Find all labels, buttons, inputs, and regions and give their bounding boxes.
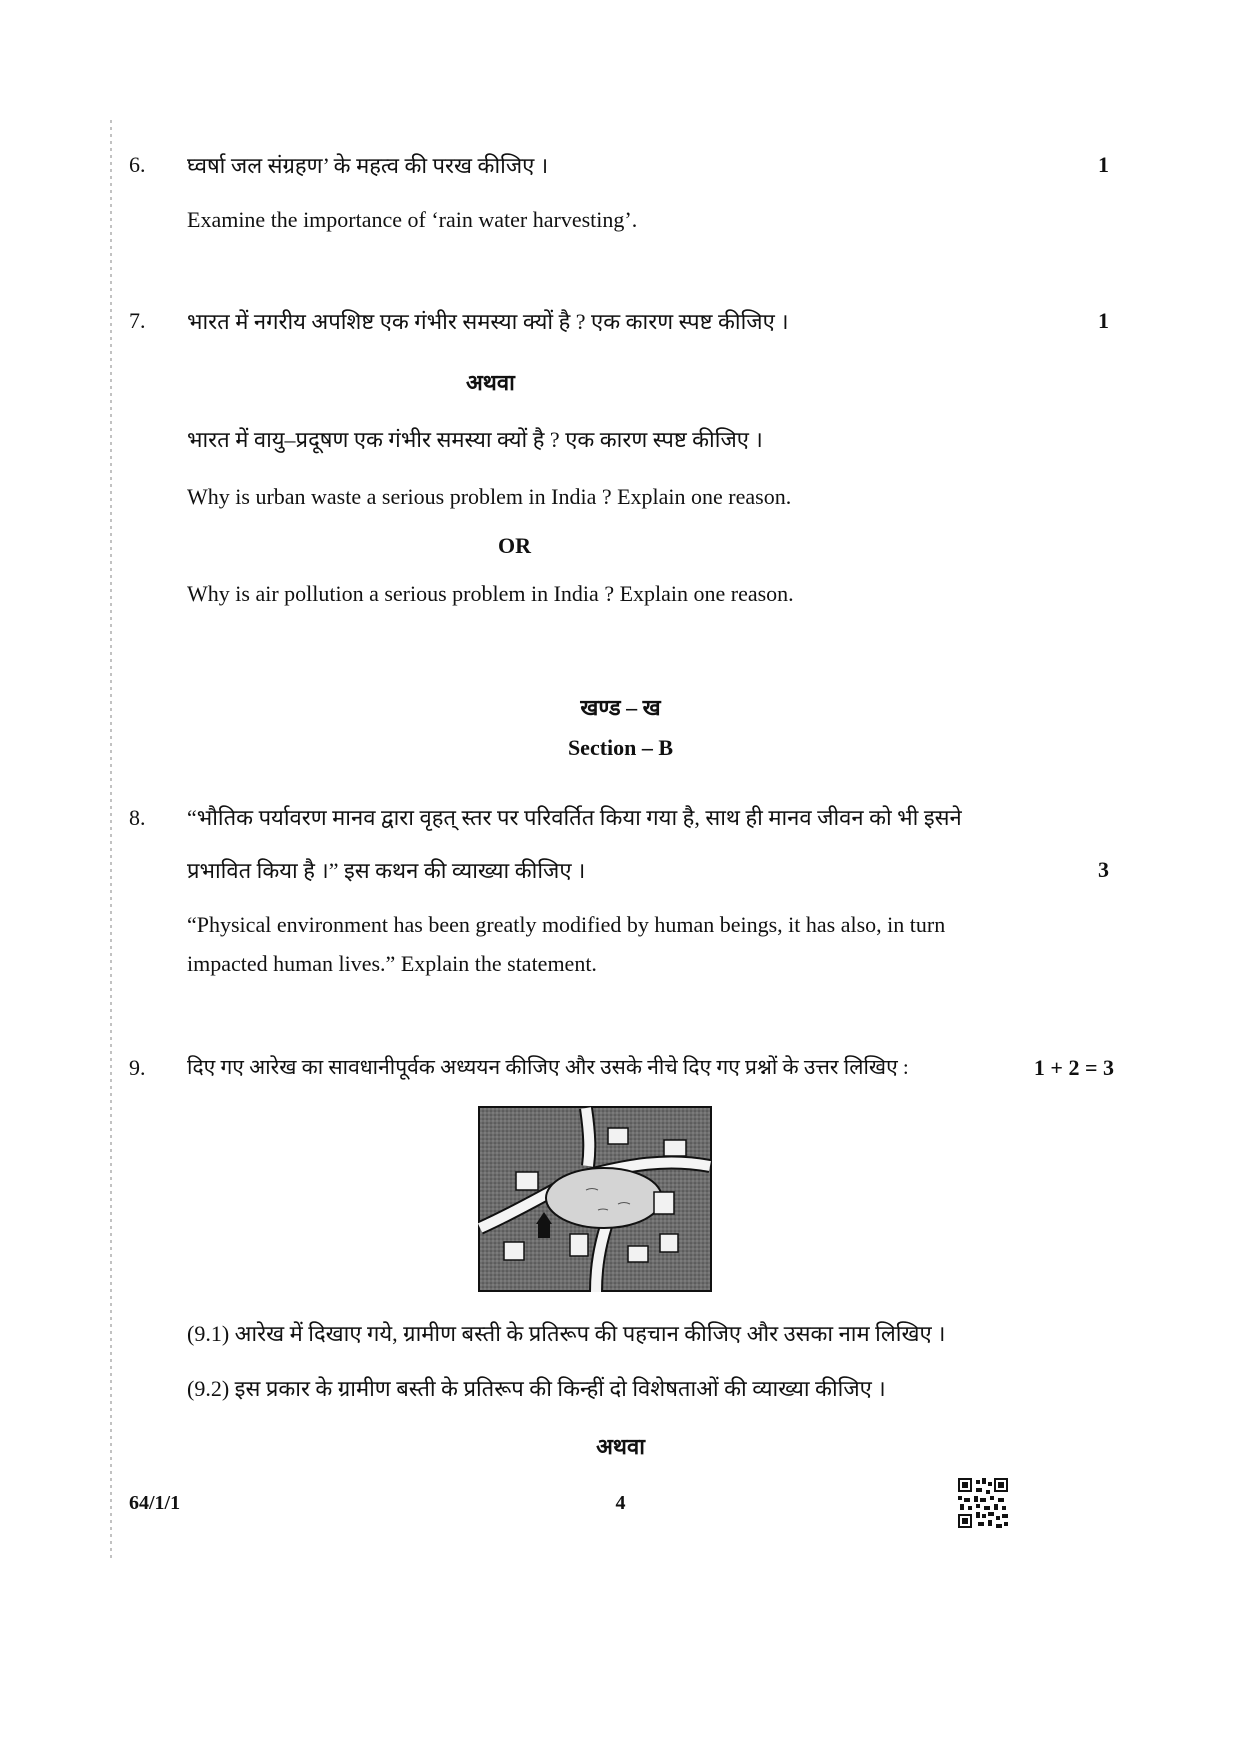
question-8-number: 8. [129,805,146,830]
question-9-sub2: (9.2) इस प्रकार के ग्रामीण बस्ती के प्रतिरूप की किन्हीं दो विशेषताओं की व्याख्या कीजिए । [187,1376,886,1401]
question-9-sub1: (9.1) आरेख में दिखाए गये, ग्रामीण बस्ती के प्रतिरूप की पहचान कीजिए और उसका नाम लिखिए । [187,1321,946,1346]
question-8-english-line1: “Physical environment has been greatly modified by human beings, it has also, in turn [187,912,946,937]
question-8-hindi-line2: प्रभावित किया है ।” इस कथन की व्याख्या कीजिए । [187,858,586,883]
page-number: 4 [615,1492,626,1514]
question-7-english-alt: Why is air pollution a serious problem in India ? Explain one reason. [187,581,794,606]
question-7-number: 7. [129,308,146,333]
question-7-english-or: OR [498,533,531,558]
question-9-hindi: दिए गए आरेख का सावधानीपूर्वक अध्ययन कीजिए और उसके नीचे दिए गए प्रश्नों के उत्तर लिखिए : [187,1055,909,1079]
question-7-hindi-or: अथवा [466,370,515,395]
question-6-english: Examine the importance of ‘rain water harvesting’. [187,207,638,232]
qr-code-icon [958,1478,1008,1528]
question-9-number: 9. [129,1055,146,1080]
section-heading-english: Section – B [567,735,674,760]
question-6-hindi: घ्वर्षा जल संग्रहण’ के महत्व की परख कीजिए । [187,153,549,178]
question-7-hindi: भारत में नगरीय अपशिष्ट एक गंभीर समस्या क्यों है ? एक कारण स्पष्ट कीजिए । [187,309,789,334]
section-heading-hindi: खण्ड – ख [580,695,661,720]
question-8-english-line2: impacted human lives.” Explain the statement. [187,951,597,976]
question-9-marks: 1 + 2 = 3 [1033,1055,1114,1080]
question-7-marks: 1 [1098,308,1109,333]
question-8-hindi-line1: “भौतिक पर्यावरण मानव द्वारा वृहत् स्तर पर परिवर्तित किया गया है, साथ ही मानव जीवन को भी इसने [187,805,962,830]
question-8-marks: 3 [1098,857,1109,882]
paper-code: 64/1/1 [129,1492,181,1514]
question-9-or: अथवा [596,1434,645,1459]
rural-settlement-diagram [478,1106,712,1292]
margin-barcode-strip [110,120,112,1560]
question-7-english: Why is urban waste a serious problem in India ? Explain one reason. [187,484,792,509]
question-6-number: 6. [129,152,146,177]
question-7-hindi-alt: भारत में वायु–प्रदूषण एक गंभीर समस्या क्यों है ? एक कारण स्पष्ट कीजिए । [187,427,763,452]
question-6-marks: 1 [1098,152,1109,177]
